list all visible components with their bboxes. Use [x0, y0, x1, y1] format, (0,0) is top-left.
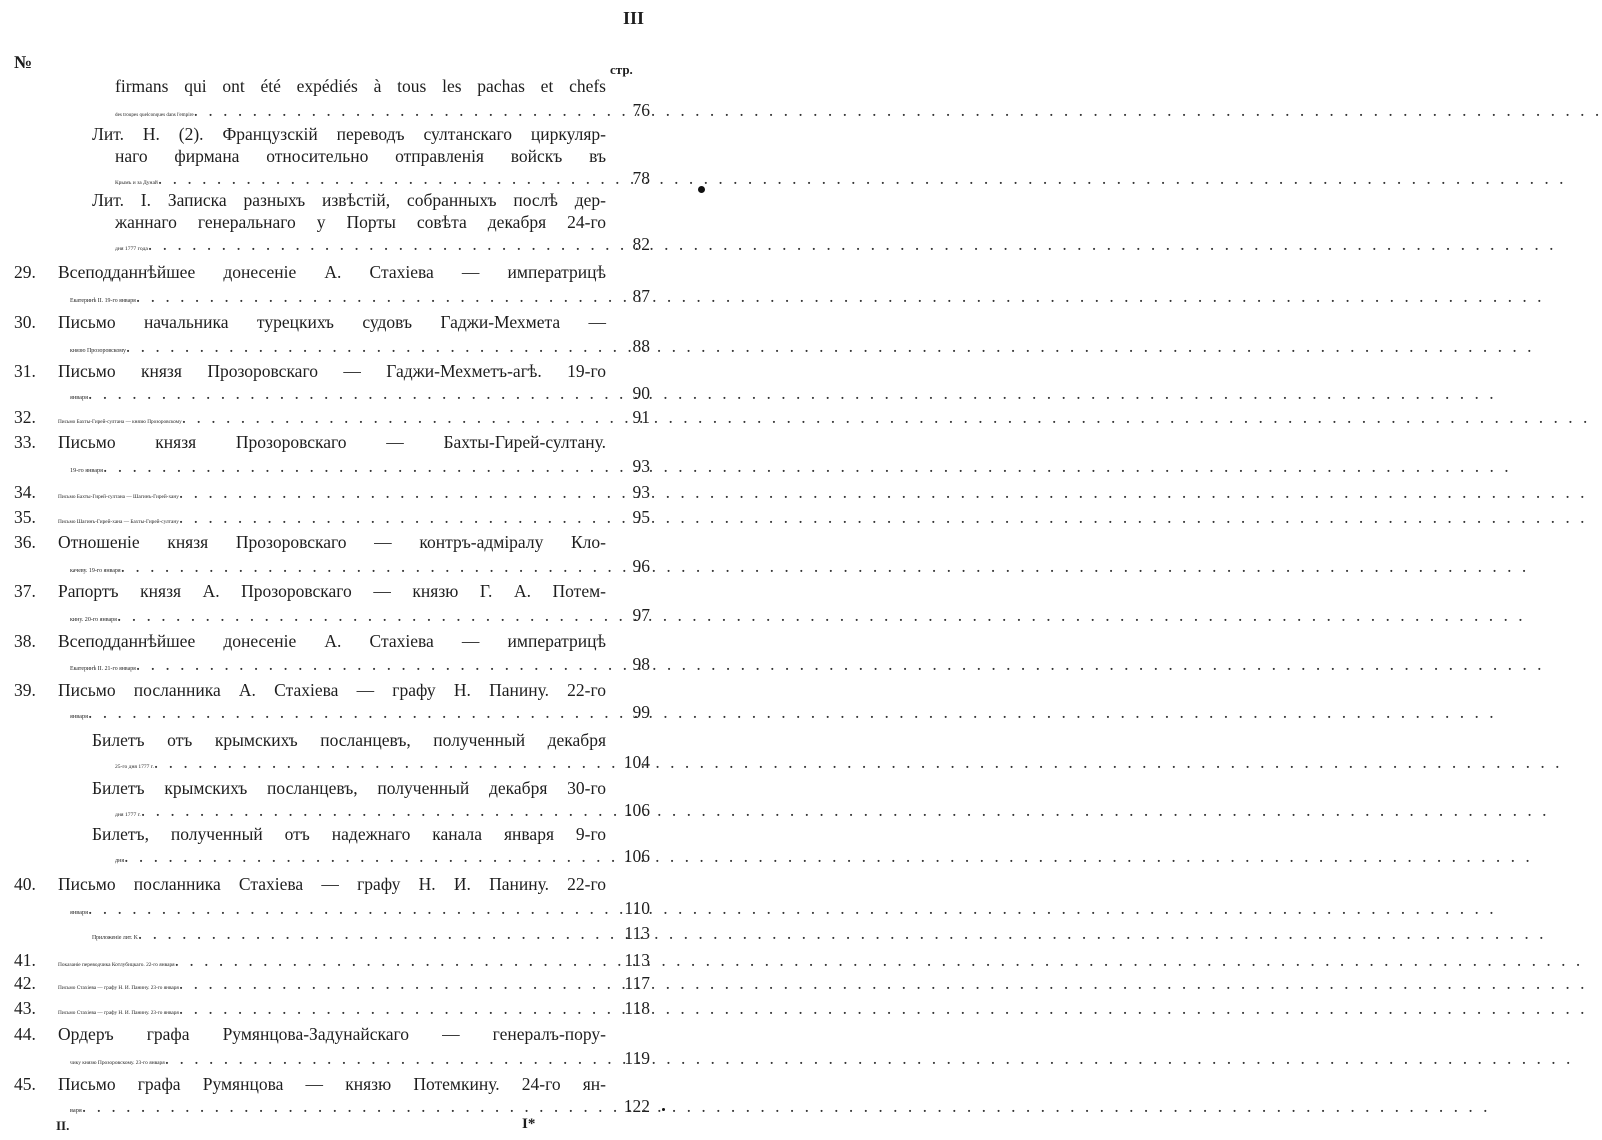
entry-text: Екатеринѣ II. 21-го января	[70, 666, 136, 672]
entry-line	[92, 123, 606, 145]
entry-text: жаннаго генеральнаго у Порты совѣта декабря 24-го	[115, 212, 606, 232]
dot-leader	[124, 845, 1533, 867]
page-number: 106	[623, 800, 650, 820]
entry-line	[58, 679, 606, 701]
entry-text: Лит. H. (2). Французскій переводъ султанскаго циркуляр-	[92, 124, 606, 144]
entry-line	[115, 799, 606, 821]
entry-line	[115, 99, 606, 121]
dot-leader	[88, 897, 1497, 919]
dot-leader	[179, 997, 1588, 1019]
page-number: 113	[624, 923, 650, 943]
page-number: 82	[632, 234, 650, 254]
page-number: 90	[632, 383, 650, 403]
entry-line	[58, 1073, 606, 1095]
entry-text: Письмо посланника А. Стахіева — графу Н. Панину. 22-го	[58, 680, 606, 700]
entry-text: Отношеніе князя Прозоровскаго — контръ-адміралу Кло-	[58, 532, 606, 552]
dot-leader	[103, 455, 1512, 477]
entry-line	[58, 580, 606, 602]
page-number: 95	[632, 507, 650, 527]
entry-line	[58, 431, 606, 453]
dot-leader	[136, 285, 1545, 307]
entry-text: января	[70, 909, 88, 916]
entry-number: 41.	[14, 950, 36, 970]
entry-text: Письмо Бахты-Гирей-султана — Шагинъ-Гирей-хану	[58, 494, 179, 500]
entry-number: 44.	[14, 1024, 36, 1044]
page-number: 99	[632, 702, 650, 722]
entry-text: Показаніе переводчика Котлубицкаго. 22-го января	[58, 962, 175, 968]
entry-text: Рапортъ князя А. Прозоровскаго — князю Г. А. Потем-	[58, 581, 606, 601]
entry-text: des troupes quelconques dans l'empire	[115, 112, 194, 118]
entry-text: князю Прозоровскому	[70, 348, 126, 354]
entry-text: Письмо Шагинъ-Гирей-хана — Бахты-Гирей-султану	[58, 519, 179, 525]
entry-text: Письмо Бахты-Гирей-султана — князю Прозоровскому	[58, 419, 182, 425]
entry-text: Письмо Стахіева — графу Н. И. Панину. 23-го января	[58, 1010, 179, 1016]
entry-line	[115, 167, 606, 189]
entry-line	[70, 382, 606, 404]
entry-text: Всеподданнѣйшее донесеніе А. Стахіева — императрицѣ	[58, 631, 606, 651]
entry-text: Письмо графа Румянцова — князю Потемкину. 24-го ян-	[58, 1074, 606, 1094]
entry-text: Екатеринѣ II. 19-го января	[70, 298, 136, 304]
entry-line	[115, 233, 606, 255]
entry-line	[92, 189, 606, 211]
dot-leader	[194, 99, 1602, 121]
dot-leader	[138, 922, 1547, 944]
entry-text: чику князю Прозоровскому. 23-го января	[70, 1060, 165, 1066]
entry-line	[115, 211, 606, 233]
page-number: 104	[623, 752, 650, 772]
dot-leader	[126, 335, 1535, 357]
entry-line	[58, 972, 606, 994]
page-number: 122	[623, 1096, 650, 1116]
number-column-header: №	[14, 52, 33, 72]
entry-line	[58, 406, 606, 428]
entry-line	[58, 997, 606, 1019]
entry-line	[70, 1047, 606, 1069]
entry-line	[58, 1023, 606, 1045]
entry-text: Письмо князя Прозоровскаго — Бахты-Гирей-султану.	[58, 432, 606, 452]
dot-leader	[88, 701, 1497, 723]
entry-line	[70, 555, 606, 577]
dot-leader	[179, 506, 1588, 528]
entry-line	[58, 360, 606, 382]
entry-number: 39.	[14, 680, 36, 700]
page-number: 91	[632, 407, 650, 427]
page-number: 98	[632, 654, 650, 674]
printer-signature: II.	[56, 1118, 70, 1133]
page-number: 119	[624, 1048, 650, 1068]
entry-text: дня 1777 года	[115, 246, 148, 252]
entry-text: качеву. 19-го января	[70, 568, 121, 574]
page-number: 97	[632, 605, 650, 625]
page-number: 106	[623, 846, 650, 866]
entry-line	[115, 845, 606, 867]
dot-leader	[175, 949, 1584, 971]
entry-line	[92, 823, 606, 845]
entry-number: 38.	[14, 631, 36, 651]
entry-line	[58, 630, 606, 652]
dot-leader	[117, 604, 1526, 626]
page-number: 113	[624, 950, 650, 970]
dot-leader	[179, 481, 1588, 503]
entry-line	[58, 949, 606, 971]
entry-number: 35.	[14, 507, 36, 527]
entry-line	[58, 531, 606, 553]
entry-number: 29.	[14, 262, 36, 282]
entry-text: кину. 20-го января	[70, 617, 117, 623]
dot-leader	[88, 382, 1497, 404]
signature-mark: I*	[522, 1116, 536, 1132]
entry-line	[58, 481, 606, 503]
entry-text: firmans qui ont été expédiés à tous les pachas et chefs	[115, 76, 606, 96]
page-folio: III	[622, 8, 644, 28]
entry-line	[70, 335, 606, 357]
entry-text: Ордеръ графа Румянцова-Задунайскаго — генералъ-пору-	[58, 1024, 606, 1044]
dot-leader	[141, 799, 1550, 821]
dot-leader	[154, 751, 1563, 773]
entry-text: Письмо посланника Стахіева — графу Н. И. Панину. 22-го	[58, 874, 606, 894]
entry-text: варя	[70, 1107, 82, 1114]
page-number: 117	[624, 973, 650, 993]
dot-leader	[82, 1095, 1491, 1117]
entry-line	[92, 777, 606, 799]
dot-leader	[121, 555, 1530, 577]
entry-text: Крымъ и за Дунай	[115, 180, 158, 186]
entry-line	[58, 261, 606, 283]
entry-text: дня 1777 г.	[115, 812, 141, 818]
scan-speck	[698, 186, 705, 193]
entry-line	[70, 455, 606, 477]
entry-line	[115, 145, 606, 167]
page-number: 76	[632, 100, 650, 120]
page-number: 96	[632, 556, 650, 576]
entry-line	[92, 729, 606, 751]
page-number: 87	[632, 286, 650, 306]
entry-line	[70, 701, 606, 723]
entry-text: Письмо князя Прозоровскаго — Гаджи-Мехметъ-агѣ. 19-го	[58, 361, 606, 381]
entry-number: 43.	[14, 998, 36, 1018]
entry-text: января	[70, 713, 88, 720]
entry-number: 33.	[14, 432, 36, 452]
entry-number: 31.	[14, 361, 36, 381]
scan-speck	[662, 1108, 665, 1111]
entry-text: Лит. I. Записка разныхъ извѣстій, собранныхъ послѣ дер-	[92, 190, 606, 210]
page-number: 118	[624, 998, 650, 1018]
entry-number: 37.	[14, 581, 36, 601]
entry-line	[58, 873, 606, 895]
entry-text: дня	[115, 858, 125, 864]
entry-number: 34.	[14, 482, 36, 502]
page-number: 93	[632, 482, 650, 502]
entry-number: 45.	[14, 1074, 36, 1094]
entry-line	[92, 922, 606, 944]
entry-text: Билетъ отъ крымскихъ посланцевъ, полученный декабря	[92, 730, 606, 750]
page-number: 78	[632, 168, 650, 188]
entry-line	[70, 897, 606, 919]
entry-line	[115, 751, 606, 773]
entry-line	[70, 604, 606, 626]
entry-number: 32.	[14, 407, 36, 427]
entry-text: наго фирмана относительно отправленія войскъ въ	[115, 146, 606, 166]
entry-text: Всеподданнѣйшее донесеніе А. Стахіева — императрицѣ	[58, 262, 606, 282]
entry-number: 30.	[14, 312, 36, 332]
dot-leader	[179, 972, 1588, 994]
entry-text: Билетъ крымскихъ посланцевъ, полученный декабря 30-го	[92, 778, 606, 798]
dot-leader	[136, 653, 1545, 675]
entry-text: января	[70, 394, 88, 401]
dot-leader	[165, 1047, 1574, 1069]
dot-leader	[182, 406, 1591, 428]
page-number: 93	[632, 456, 650, 476]
dot-leader	[148, 233, 1557, 255]
entry-text: 25-го дня 1777 г.	[115, 764, 154, 770]
entry-text: Приложеніе лит. K	[92, 935, 138, 941]
entry-line	[70, 285, 606, 307]
entry-number: 42.	[14, 973, 36, 993]
page-number: 110	[624, 898, 650, 918]
entry-line	[115, 75, 606, 97]
entry-text: Письмо Стахіева — графу Н. И. Панину. 23-го января	[58, 985, 179, 991]
entry-line	[58, 506, 606, 528]
dot-leader	[158, 167, 1567, 189]
entry-text: 19-го января	[70, 467, 103, 474]
entry-line	[70, 653, 606, 675]
entry-text: Билетъ, полученный отъ надежнаго канала января 9-го	[92, 824, 606, 844]
entry-text: Письмо начальника турецкихъ судовъ Гаджи-Мехмета —	[58, 312, 606, 332]
entry-number: 40.	[14, 874, 36, 894]
entry-number: 36.	[14, 532, 36, 552]
page-column-header: стр.	[610, 62, 633, 77]
entry-line	[70, 1095, 606, 1117]
page-number: 88	[632, 336, 650, 356]
entry-line	[58, 311, 606, 333]
